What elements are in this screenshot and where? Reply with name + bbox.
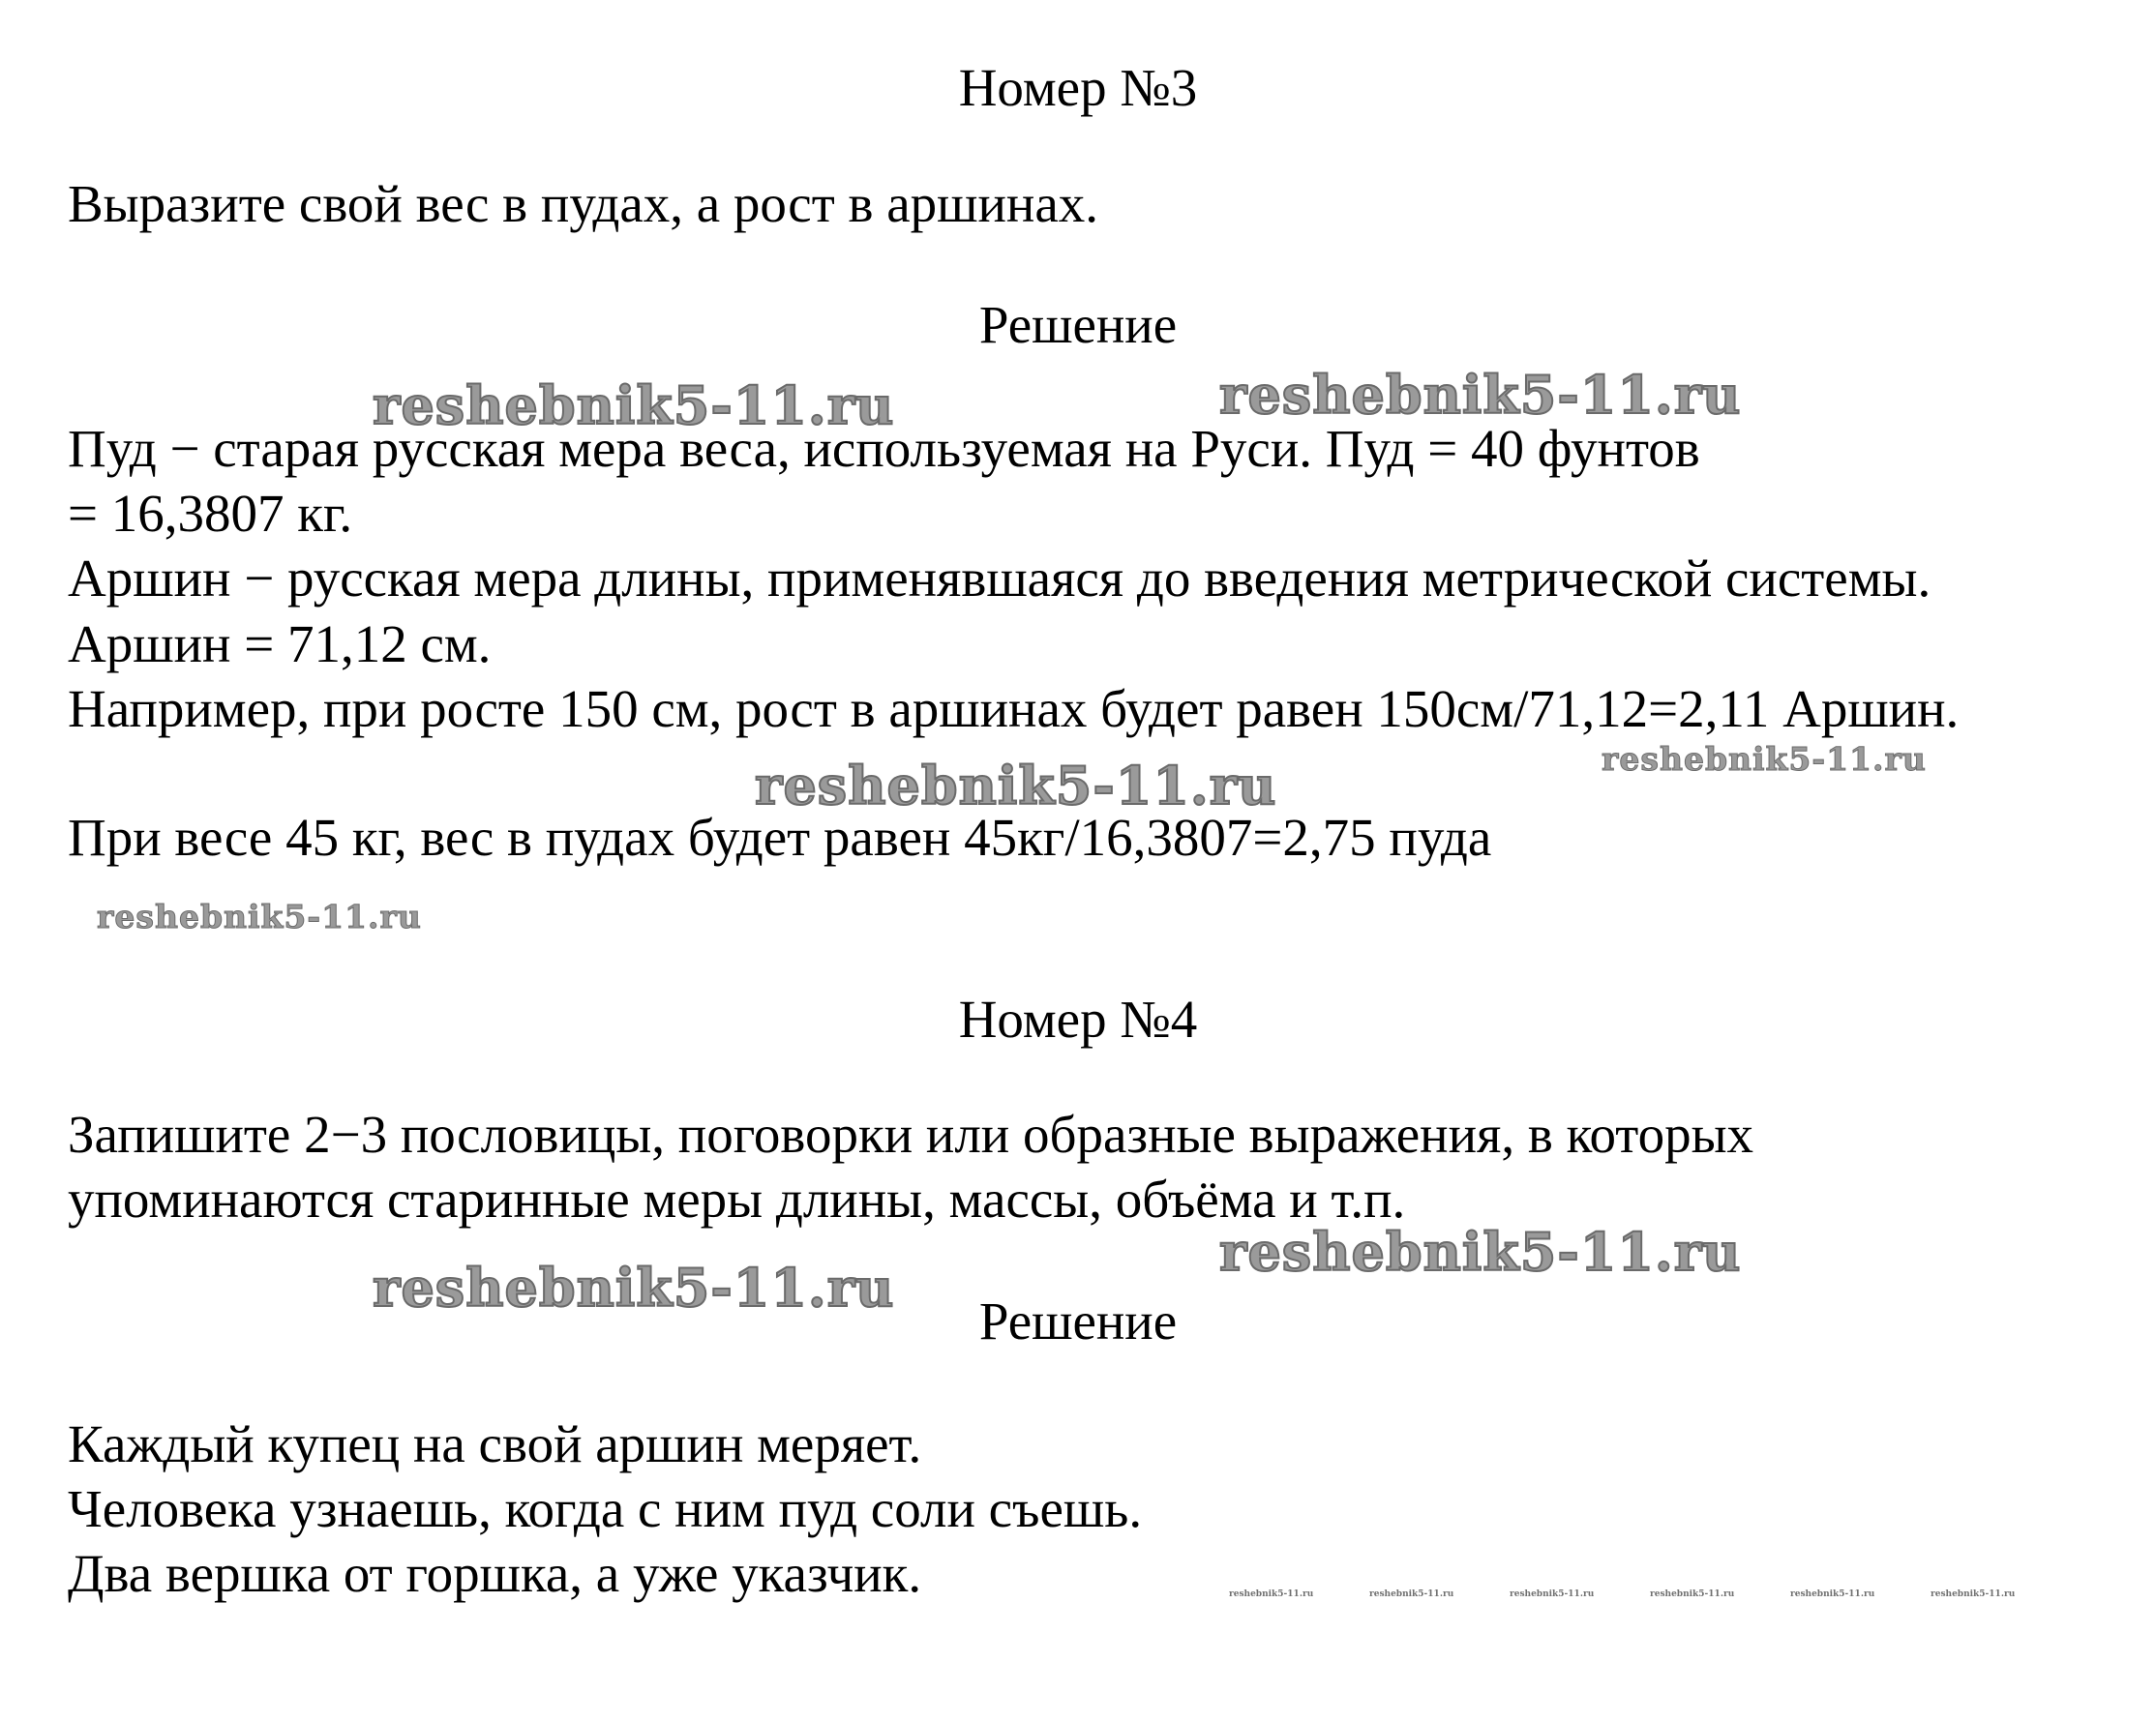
watermark-small: reshebnik5-11.ru — [1650, 1589, 1735, 1599]
watermark-small: reshebnik5-11.ru — [1510, 1589, 1595, 1599]
task4-question-line: упоминаются старинные меры длины, массы, объёма и т.п. — [68, 1170, 1406, 1229]
watermark: reshebnik5-11.ru — [1219, 1221, 1742, 1283]
task3-question: Выразите свой вес в пудах, а рост в аршинах. — [68, 174, 1099, 233]
task4-solution-heading: Решение — [978, 1292, 1178, 1351]
task4-answer: Человека узнаешь, когда с ним пуд соли съешь. — [68, 1479, 1143, 1538]
watermark: reshebnik5-11.ru — [373, 374, 895, 436]
watermark: reshebnik5-11.ru — [373, 1257, 895, 1319]
task3-line: Пуд − старая русская мера веса, используемая на Руси. Пуд = 40 фунтов — [68, 419, 1700, 478]
task3-line: Аршин − русская мера длины, применявшаяся до введения метрической системы. — [68, 549, 1931, 608]
task3-heading: Номер №3 — [958, 58, 1198, 117]
watermark: reshebnik5-11.ru — [1219, 364, 1742, 426]
task3-solution-heading: Решение — [978, 295, 1178, 354]
task4-heading: Номер №4 — [958, 990, 1198, 1049]
watermark-small: reshebnik5-11.ru — [1790, 1589, 1875, 1599]
watermark-small: reshebnik5-11.ru — [1229, 1589, 1314, 1599]
watermark: reshebnik5-11.ru — [97, 898, 422, 935]
watermark: reshebnik5-11.ru — [755, 755, 1277, 816]
task3-line: При весе 45 кг, вес в пудах будет равен 45кг/16,3807=2,75 пуда — [68, 808, 1492, 867]
task4-answer: Два вершка от горшка, а уже указчик. — [68, 1544, 922, 1603]
task4-answer: Каждый купец на свой аршин меряет. — [68, 1414, 922, 1473]
watermark-small: reshebnik5-11.ru — [1369, 1589, 1454, 1599]
task3-line: = 16,3807 кг. — [68, 484, 353, 543]
watermark: reshebnik5-11.ru — [1602, 740, 1927, 778]
task3-line: Например, при росте 150 см, рост в аршинах будет равен 150см/71,12=2,11 Аршин. — [68, 679, 1960, 738]
task4-question-line: Запишите 2−3 пословицы, поговорки или образные выражения, в которых — [68, 1105, 1754, 1164]
task3-line: Аршин = 71,12 см. — [68, 614, 492, 673]
watermark-small: reshebnik5-11.ru — [1931, 1589, 2016, 1599]
